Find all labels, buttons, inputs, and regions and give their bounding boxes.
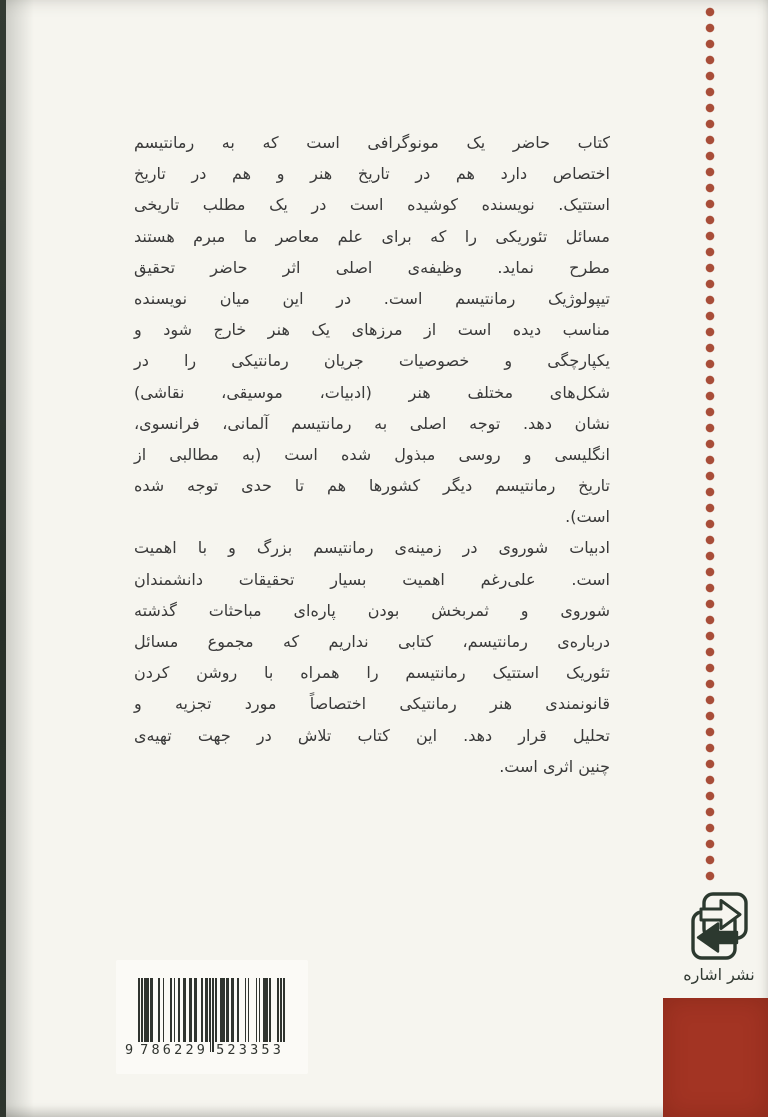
blurb-line: چنین اثری است. xyxy=(499,756,610,776)
left-edge-shadow xyxy=(6,0,34,1117)
barcode-digit-lead: 9 xyxy=(125,1042,134,1058)
blurb-line: است. علی‌رغم اهمیت بسیار تحقیقات دانشمندان xyxy=(134,569,610,589)
blurb-line: استتیک. نویسنده کوشیده است در یک مطلب تاریخی xyxy=(134,195,610,215)
dotted-line-decoration xyxy=(705,4,715,886)
back-cover-blurb xyxy=(134,127,610,782)
blurb-line: تحلیل قرار دهد. این کتاب تلاش در جهت تهیه‌ی xyxy=(134,725,610,745)
eshareh-books-arrows-logo-icon xyxy=(686,888,752,962)
blurb-line: است). xyxy=(565,507,610,527)
blurb-line: نشان دهد. توجه اصلی به رمانتیسم آلمانی، فرانسوی، xyxy=(134,413,610,433)
barcode-digit-group-2: 523353 xyxy=(216,1042,285,1058)
blurb-line: یکپارچگی و خصوصیات جریان رمانتیکی را در xyxy=(134,351,610,371)
blurb-line: مناسب دیده است از مرزهای یک هنر خارج شود و xyxy=(134,320,610,340)
barcode-digit-group-1: 786229 xyxy=(140,1042,209,1058)
blurb-line: درباره‌ی رمانتیسم، کتابی نداریم که مجموع مسائل xyxy=(134,632,610,651)
blurb-line: کتاب حاضر یک مونوگرافی است که به رمانتیسم xyxy=(134,133,610,152)
blurb-paragraph-2 xyxy=(134,532,610,782)
blurb-line: ادبیات شوروی در زمینه‌ی رمانتیسم بزرگ و با اهمیت xyxy=(134,538,610,558)
blurb-paragraph-1 xyxy=(134,127,610,532)
publisher-mark xyxy=(674,888,764,984)
isbn-barcode xyxy=(125,978,288,1058)
red-corner-block xyxy=(663,998,768,1117)
blurb-line: تئوریک استتیک رمانتیسم را همراه با روشن کردن xyxy=(134,663,610,683)
blurb-line: شکل‌های مختلف هنر (ادبیات، موسیقی، نقاشی) xyxy=(134,382,610,402)
blurb-line: شوروی و ثمربخش بودن پاره‌ای مباحثات گذشته xyxy=(134,600,610,620)
blurb-line: تیپولوژیک رمانتیسم است. در این میان نویسنده xyxy=(134,288,610,308)
blurb-line: انگلیسی و روسی مبذول شده است (به مطالبی از xyxy=(134,444,610,464)
publisher-name: نشر اشاره xyxy=(683,965,755,984)
bottom-edge-shadow xyxy=(0,1105,663,1117)
blurb-line: مطرح نماید. وظیفه‌ی اصلی اثر حاضر تحقیق xyxy=(134,257,610,277)
barcode-digits xyxy=(125,1042,297,1058)
blurb-line: مسائل تئوریکی را که برای علم معاصر ما مبرم هستند xyxy=(134,226,610,246)
blurb-line: اختصاص دارد هم در تاریخ هنر و هم در تاریخ xyxy=(134,164,610,184)
blurb-line: تاریخ رمانتیسم دیگر کشورها هم تا حدی توجه شده xyxy=(134,476,610,496)
blurb-line: قانونمندی هنر رمانتیکی اختصاصاً مورد تجزیه و xyxy=(134,694,610,714)
